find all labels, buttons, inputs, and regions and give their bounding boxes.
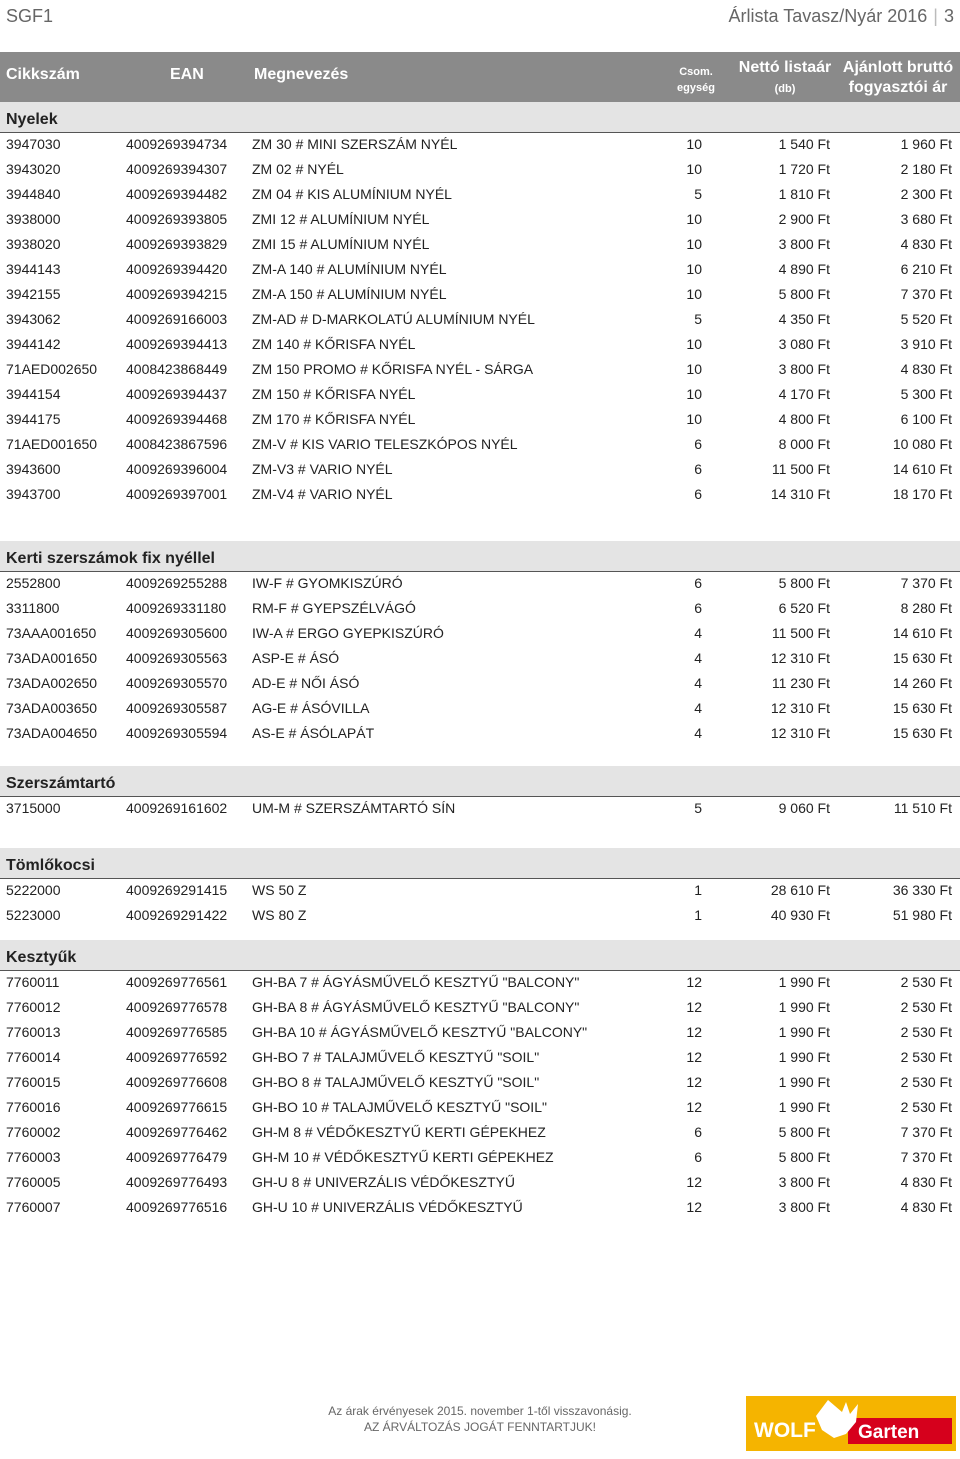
cell-netto: 1 720 Ft: [778, 161, 830, 177]
cell-cikkszam: 3938000: [6, 211, 61, 227]
cell-netto: 11 500 Ft: [771, 461, 830, 477]
cell-ajanlott: 5 300 Ft: [900, 386, 952, 402]
col-ajanlott-line2: fogyasztói ár: [848, 79, 948, 96]
cell-csom: 12: [686, 1074, 702, 1090]
footer-validity: Az árak érvényesek 2015. november 1-től visszavonásig.: [328, 1404, 632, 1418]
cell-netto: 3 800 Ft: [778, 361, 830, 377]
cell-megnevezes: WS 80 Z: [252, 907, 307, 923]
cell-netto: 1 990 Ft: [778, 999, 830, 1015]
cell-ean: 4009269255288: [126, 575, 228, 591]
cell-netto: 1 810 Ft: [778, 186, 830, 202]
cell-megnevezes: ZM 02 # NYÉL: [252, 161, 344, 177]
cell-cikkszam: 3715000: [6, 800, 61, 816]
table-row: [0, 332, 960, 357]
cell-netto: 12 310 Ft: [770, 650, 830, 666]
doc-title: [729, 6, 954, 27]
cell-csom: 6: [694, 1149, 702, 1165]
cell-csom: 10: [686, 236, 702, 252]
cell-csom: 10: [686, 161, 702, 177]
cell-ajanlott: 15 630 Ft: [892, 650, 952, 666]
table-row: [0, 482, 960, 507]
cell-csom: 10: [686, 286, 702, 302]
cell-megnevezes: UM-M # SZERSZÁMTARTÓ SÍN: [252, 800, 456, 816]
table-row: [0, 696, 960, 721]
cell-csom: 5: [694, 311, 702, 327]
cell-cikkszam: 3944175: [6, 411, 61, 427]
cell-csom: 5: [694, 186, 702, 202]
cell-netto: 6 520 Ft: [778, 600, 830, 616]
cell-megnevezes: ZM 140 # KŐRISFA NYÉL: [252, 336, 416, 352]
cell-megnevezes: AD-E # NŐI ÁSÓ: [252, 675, 360, 691]
cell-cikkszam: 2552800: [6, 575, 61, 591]
cell-cikkszam: 73ADA002650: [6, 675, 98, 691]
col-csom-line1: Csom.: [679, 66, 713, 78]
cell-csom: 4: [694, 650, 702, 666]
table-row: [0, 1020, 960, 1045]
cell-megnevezes: GH-BO 7 # TALAJMŰVELŐ KESZTYŰ "SOIL": [252, 1049, 540, 1065]
cell-ajanlott: 4 830 Ft: [900, 361, 952, 377]
cell-csom: 10: [686, 136, 702, 152]
cell-cikkszam: 7760005: [6, 1174, 61, 1190]
cell-ean: 4009269394420: [126, 261, 228, 277]
cell-cikkszam: 5222000: [6, 882, 61, 898]
col-ean: EAN: [170, 66, 204, 83]
cell-cikkszam: 3943020: [6, 161, 61, 177]
table-row: [0, 970, 960, 995]
cell-csom: 6: [694, 1124, 702, 1140]
cell-cikkszam: 71AED001650: [6, 436, 98, 452]
section-title: Szerszámtartó: [6, 775, 116, 792]
cell-cikkszam: 7760002: [6, 1124, 61, 1140]
cell-ajanlott: 7 370 Ft: [900, 1149, 952, 1165]
cell-ajanlott: 14 260 Ft: [892, 675, 952, 691]
cell-cikkszam: 7760012: [6, 999, 61, 1015]
cell-netto: 3 800 Ft: [778, 236, 830, 252]
cell-megnevezes: ZM 150 PROMO # KŐRISFA NYÉL - SÁRGA: [252, 361, 534, 377]
cell-ean: 4009269394468: [126, 411, 228, 427]
col-ajanlott-line1: Ajánlott bruttó: [842, 59, 954, 76]
cell-ean: 4009269776493: [126, 1174, 228, 1190]
cell-ean: 4009269394482: [126, 186, 228, 202]
cell-netto: 1 540 Ft: [778, 136, 830, 152]
cell-cikkszam: 7760011: [6, 974, 60, 990]
section-header: [0, 766, 960, 797]
cell-netto: 14 310 Ft: [770, 486, 830, 502]
table-row: [0, 432, 960, 457]
cell-netto: 4 170 Ft: [778, 386, 830, 402]
cell-megnevezes: GH-BA 8 # ÁGYÁSMŰVELŐ KESZTYŰ "BALCONY": [252, 999, 580, 1015]
cell-ajanlott: 15 630 Ft: [892, 700, 952, 716]
cell-csom: 12: [686, 1174, 702, 1190]
cell-csom: 4: [694, 725, 702, 741]
cell-ajanlott: 6 100 Ft: [900, 411, 952, 427]
cell-netto: 4 800 Ft: [778, 411, 830, 427]
cell-cikkszam: 3943700: [6, 486, 61, 502]
cell-ajanlott: 15 630 Ft: [892, 725, 952, 741]
cell-cikkszam: 3943600: [6, 461, 61, 477]
cell-csom: 6: [694, 461, 702, 477]
table-row: [0, 157, 960, 182]
cell-ean: 4009269776561: [126, 974, 228, 990]
cell-cikkszam: 7760016: [6, 1099, 61, 1115]
cell-ajanlott: 6 210 Ft: [900, 261, 952, 277]
cell-megnevezes: ZM-A 150 # ALUMÍNIUM NYÉL: [252, 286, 447, 302]
cell-ean: 4008423867596: [126, 436, 228, 452]
cell-ajanlott: 2 530 Ft: [900, 1074, 952, 1090]
cell-netto: 40 930 Ft: [770, 907, 830, 923]
cell-csom: 10: [686, 411, 702, 427]
cell-cikkszam: 5223000: [6, 907, 61, 923]
table-row: [0, 257, 960, 282]
table-row: [0, 357, 960, 382]
cell-ean: 4009269776578: [126, 999, 228, 1015]
cell-megnevezes: WS 50 Z: [252, 882, 307, 898]
col-csom: [672, 64, 720, 96]
cell-ean: 4009269305570: [126, 675, 228, 691]
cell-ajanlott: 7 370 Ft: [900, 1124, 952, 1140]
cell-megnevezes: ZM-V4 # VARIO NYÉL: [252, 486, 393, 502]
footer-disclaimer: AZ ÁRVÁLTOZÁS JOGÁT FENNTARTJUK!: [363, 1420, 597, 1434]
cell-csom: 1: [694, 907, 702, 923]
cell-csom: 6: [694, 600, 702, 616]
cell-cikkszam: 3943062: [6, 311, 61, 327]
cell-netto: 1 990 Ft: [778, 974, 830, 990]
cell-cikkszam: 3311800: [6, 600, 60, 616]
cell-csom: 12: [686, 1024, 702, 1040]
logo-text-garten: Garten: [858, 1422, 920, 1443]
cell-netto: 3 080 Ft: [778, 336, 830, 352]
cell-netto: 11 500 Ft: [771, 625, 830, 641]
cell-ajanlott: 2 530 Ft: [900, 974, 952, 990]
cell-ean: 4009269291422: [126, 907, 228, 923]
cell-ajanlott: 2 530 Ft: [900, 999, 952, 1015]
cell-ean: 4008423868449: [126, 361, 228, 377]
cell-csom: 10: [686, 261, 702, 277]
cell-megnevezes: GH-U 8 # UNIVERZÁLIS VÉDŐKESZTYŰ: [252, 1174, 515, 1190]
cell-cikkszam: 7760003: [6, 1149, 61, 1165]
table-row: [0, 796, 960, 821]
top-bar: [0, 0, 960, 38]
section-header: [0, 848, 960, 879]
cell-cikkszam: 73AAA001650: [6, 625, 97, 641]
table-row: [0, 282, 960, 307]
table-row: [0, 646, 960, 671]
cell-megnevezes: ZMI 12 # ALUMÍNIUM NYÉL: [252, 211, 430, 227]
cell-megnevezes: AG-E # ÁSÓVILLA: [252, 700, 370, 716]
cell-netto: 2 900 Ft: [778, 211, 830, 227]
cell-ean: 4009269394734: [126, 136, 228, 152]
cell-megnevezes: IW-F # GYOMKISZÚRÓ: [252, 575, 403, 591]
cell-csom: 5: [694, 800, 702, 816]
cell-netto: 11 230 Ft: [771, 675, 830, 691]
col-cikkszam: Cikkszám: [6, 66, 80, 83]
table-row: [0, 307, 960, 332]
cell-csom: 4: [694, 625, 702, 641]
table-row: [0, 1120, 960, 1145]
cell-ean: 4009269394437: [126, 386, 228, 402]
title-separator: |: [933, 6, 938, 26]
cell-cikkszam: 3942155: [6, 286, 61, 302]
table-row: [0, 721, 960, 746]
section-header: [0, 940, 960, 971]
section-title: Kerti szerszámok fix nyéllel: [6, 550, 215, 567]
section-header: [0, 102, 960, 133]
table-row: [0, 182, 960, 207]
cell-cikkszam: 73ADA003650: [6, 700, 98, 716]
table-row: [0, 1045, 960, 1070]
cell-ajanlott: 11 510 Ft: [893, 800, 952, 816]
cell-ean: 4009269396004: [126, 461, 228, 477]
table-row: [0, 878, 960, 903]
cell-csom: 10: [686, 361, 702, 377]
cell-csom: 10: [686, 211, 702, 227]
cell-netto: 8 000 Ft: [778, 436, 830, 452]
price-list-title: Árlista Tavasz/Nyár 2016: [728, 6, 928, 26]
cell-netto: 1 990 Ft: [778, 1024, 830, 1040]
cell-megnevezes: IW-A # ERGO GYEPKISZÚRÓ: [252, 625, 444, 641]
section-title: Tömlőkocsi: [6, 857, 95, 874]
cell-ean: 4009269291415: [126, 882, 228, 898]
table-row: [0, 382, 960, 407]
cell-ean: 4009269331180: [126, 600, 227, 616]
cell-csom: 4: [694, 675, 702, 691]
cell-megnevezes: GH-M 10 # VÉDŐKESZTYŰ KERTI GÉPEKHEZ: [252, 1149, 554, 1165]
table-row: [0, 596, 960, 621]
table-row: [0, 1170, 960, 1195]
cell-ajanlott: 7 370 Ft: [900, 575, 952, 591]
cell-ajanlott: 4 830 Ft: [900, 236, 952, 252]
cell-csom: 6: [694, 436, 702, 452]
cell-ajanlott: 5 520 Ft: [900, 311, 952, 327]
cell-megnevezes: GH-BA 7 # ÁGYÁSMŰVELŐ KESZTYŰ "BALCONY": [252, 974, 580, 990]
cell-megnevezes: ZM 04 # KIS ALUMÍNIUM NYÉL: [252, 186, 452, 202]
table-row: [0, 1070, 960, 1095]
cell-csom: 12: [686, 999, 702, 1015]
cell-cikkszam: 3944143: [6, 261, 61, 277]
cell-csom: 6: [694, 486, 702, 502]
cell-csom: 4: [694, 700, 702, 716]
col-netto: [730, 58, 840, 99]
cell-ajanlott: 7 370 Ft: [900, 286, 952, 302]
cell-megnevezes: ZMI 15 # ALUMÍNIUM NYÉL: [252, 236, 430, 252]
table-row: [0, 457, 960, 482]
cell-ean: 4009269166003: [126, 311, 228, 327]
cell-megnevezes: GH-U 10 # UNIVERZÁLIS VÉDŐKESZTYŰ: [252, 1199, 523, 1215]
cell-netto: 5 800 Ft: [778, 575, 830, 591]
cell-netto: 5 800 Ft: [778, 286, 830, 302]
cell-csom: 12: [686, 974, 702, 990]
cell-megnevezes: GH-BO 8 # TALAJMŰVELŐ KESZTYŰ "SOIL": [252, 1074, 540, 1090]
cell-megnevezes: GH-BO 10 # TALAJMŰVELŐ KESZTYŰ "SOIL": [252, 1099, 547, 1115]
col-csom-line2: egység: [677, 82, 715, 94]
cell-ajanlott: 2 530 Ft: [900, 1049, 952, 1065]
col-netto-line1: Nettó listaár: [738, 59, 832, 76]
cell-netto: 1 990 Ft: [778, 1049, 830, 1065]
cell-netto: 9 060 Ft: [778, 800, 830, 816]
cell-ajanlott: 36 330 Ft: [892, 882, 952, 898]
table-row: [0, 232, 960, 257]
cell-ean: 4009269776615: [126, 1099, 228, 1115]
cell-ean: 4009269305594: [126, 725, 228, 741]
cell-ean: 4009269776479: [126, 1149, 228, 1165]
cell-cikkszam: 3944154: [6, 386, 61, 402]
cell-ajanlott: 51 980 Ft: [892, 907, 952, 923]
cell-cikkszam: 7760013: [6, 1024, 61, 1040]
cell-ean: 4009269776608: [126, 1074, 228, 1090]
page-number: 3: [943, 6, 954, 26]
cell-megnevezes: ZM-AD # D-MARKOLATÚ ALUMÍNIUM NYÉL: [252, 311, 535, 327]
col-netto-line2: (db): [774, 83, 796, 95]
cell-ean: 4009269161602: [126, 800, 228, 816]
cell-cikkszam: 3938020: [6, 236, 61, 252]
cell-ean: 4009269776516: [126, 1199, 228, 1215]
cell-netto: 4 890 Ft: [778, 261, 830, 277]
cell-ajanlott: 14 610 Ft: [892, 461, 952, 477]
table-row: [0, 621, 960, 646]
wolf-garten-logo: [746, 1396, 956, 1451]
cell-ajanlott: 3 680 Ft: [900, 211, 952, 227]
table-header: [0, 52, 960, 102]
cell-megnevezes: ZM-V # KIS VARIO TELESZKÓPOS NYÉL: [252, 436, 518, 452]
cell-netto: 3 800 Ft: [778, 1174, 830, 1190]
cell-ajanlott: 2 180 Ft: [900, 161, 952, 177]
cell-ajanlott: 2 530 Ft: [900, 1099, 952, 1115]
cell-megnevezes: ZM 170 # KŐRISFA NYÉL: [252, 411, 416, 427]
cell-ajanlott: 4 830 Ft: [900, 1174, 952, 1190]
cell-megnevezes: ZM-A 140 # ALUMÍNIUM NYÉL: [252, 261, 447, 277]
cell-ean: 4009269776585: [126, 1024, 228, 1040]
cell-cikkszam: 3947030: [6, 136, 61, 152]
cell-ajanlott: 2 300 Ft: [900, 186, 952, 202]
cell-netto: 5 800 Ft: [778, 1124, 830, 1140]
cell-ajanlott: 2 530 Ft: [900, 1024, 952, 1040]
cell-megnevezes: GH-M 8 # VÉDŐKESZTYŰ KERTI GÉPEKHEZ: [252, 1124, 546, 1140]
cell-csom: 1: [694, 882, 702, 898]
cell-ean: 4009269305563: [126, 650, 228, 666]
cell-ean: 4009269305600: [126, 625, 228, 641]
cell-ajanlott: 14 610 Ft: [892, 625, 952, 641]
logo-text-wolf: WOLF: [754, 1419, 816, 1442]
col-megnevezes: Megnevezés: [254, 66, 349, 83]
cell-ean: 4009269394413: [126, 336, 228, 352]
cell-netto: 3 800 Ft: [778, 1199, 830, 1215]
table-row: [0, 571, 960, 596]
cell-ajanlott: 18 170 Ft: [892, 486, 952, 502]
cell-netto: 12 310 Ft: [770, 725, 830, 741]
cell-ean: 4009269394215: [126, 286, 228, 302]
table-row: [0, 407, 960, 432]
table-row: [0, 903, 960, 928]
cell-cikkszam: 7760007: [6, 1199, 61, 1215]
doc-code: SGF1: [6, 6, 54, 26]
cell-ean: 4009269397001: [126, 486, 228, 502]
cell-megnevezes: ZM-V3 # VARIO NYÉL: [252, 461, 393, 477]
cell-netto: 4 350 Ft: [778, 311, 830, 327]
cell-megnevezes: ZM 30 # MINI SZERSZÁM NYÉL: [252, 136, 458, 152]
cell-ajanlott: 3 910 Ft: [900, 336, 952, 352]
cell-csom: 6: [694, 575, 702, 591]
cell-megnevezes: ASP-E # ÁSÓ: [252, 650, 340, 666]
table-row: [0, 1195, 960, 1220]
col-ajanlott: [840, 58, 956, 98]
cell-megnevezes: GH-BA 10 # ÁGYÁSMŰVELŐ KESZTYŰ "BALCONY": [252, 1024, 588, 1040]
table-row: [0, 1145, 960, 1170]
table-row: [0, 132, 960, 157]
cell-cikkszam: 3944142: [6, 336, 61, 352]
cell-netto: 12 310 Ft: [770, 700, 830, 716]
cell-cikkszam: 7760014: [6, 1049, 61, 1065]
cell-ean: 4009269394307: [126, 161, 228, 177]
cell-megnevezes: AS-E # ÁSÓLAPÁT: [252, 725, 375, 741]
cell-csom: 12: [686, 1099, 702, 1115]
cell-cikkszam: 7760015: [6, 1074, 61, 1090]
cell-netto: 1 990 Ft: [778, 1099, 830, 1115]
table-row: [0, 671, 960, 696]
cell-netto: 5 800 Ft: [778, 1149, 830, 1165]
table-row: [0, 995, 960, 1020]
cell-ajanlott: 1 960 Ft: [900, 136, 952, 152]
cell-netto: 1 990 Ft: [778, 1074, 830, 1090]
cell-ajanlott: 8 280 Ft: [900, 600, 952, 616]
cell-netto: 28 610 Ft: [770, 882, 830, 898]
cell-ean: 4009269393805: [126, 211, 228, 227]
table-row: [0, 1095, 960, 1120]
cell-ean: 4009269776462: [126, 1124, 228, 1140]
cell-megnevezes: ZM 150 # KŐRISFA NYÉL: [252, 386, 416, 402]
table-row: [0, 207, 960, 232]
section-title: Kesztyűk: [6, 949, 77, 966]
cell-ean: 4009269393829: [126, 236, 228, 252]
section-header: [0, 541, 960, 572]
cell-csom: 10: [686, 336, 702, 352]
cell-ean: 4009269776592: [126, 1049, 228, 1065]
cell-cikkszam: 73ADA004650: [6, 725, 98, 741]
cell-cikkszam: 3944840: [6, 186, 61, 202]
cell-csom: 12: [686, 1199, 702, 1215]
cell-cikkszam: 71AED002650: [6, 361, 98, 377]
cell-ajanlott: 4 830 Ft: [900, 1199, 952, 1215]
cell-csom: 10: [686, 386, 702, 402]
cell-ajanlott: 10 080 Ft: [892, 436, 952, 452]
cell-csom: 12: [686, 1049, 702, 1065]
section-title: Nyelek: [6, 111, 58, 128]
cell-megnevezes: RM-F # GYEPSZÉLVÁGÓ: [252, 600, 416, 616]
cell-cikkszam: 73ADA001650: [6, 650, 98, 666]
cell-ean: 4009269305587: [126, 700, 228, 716]
